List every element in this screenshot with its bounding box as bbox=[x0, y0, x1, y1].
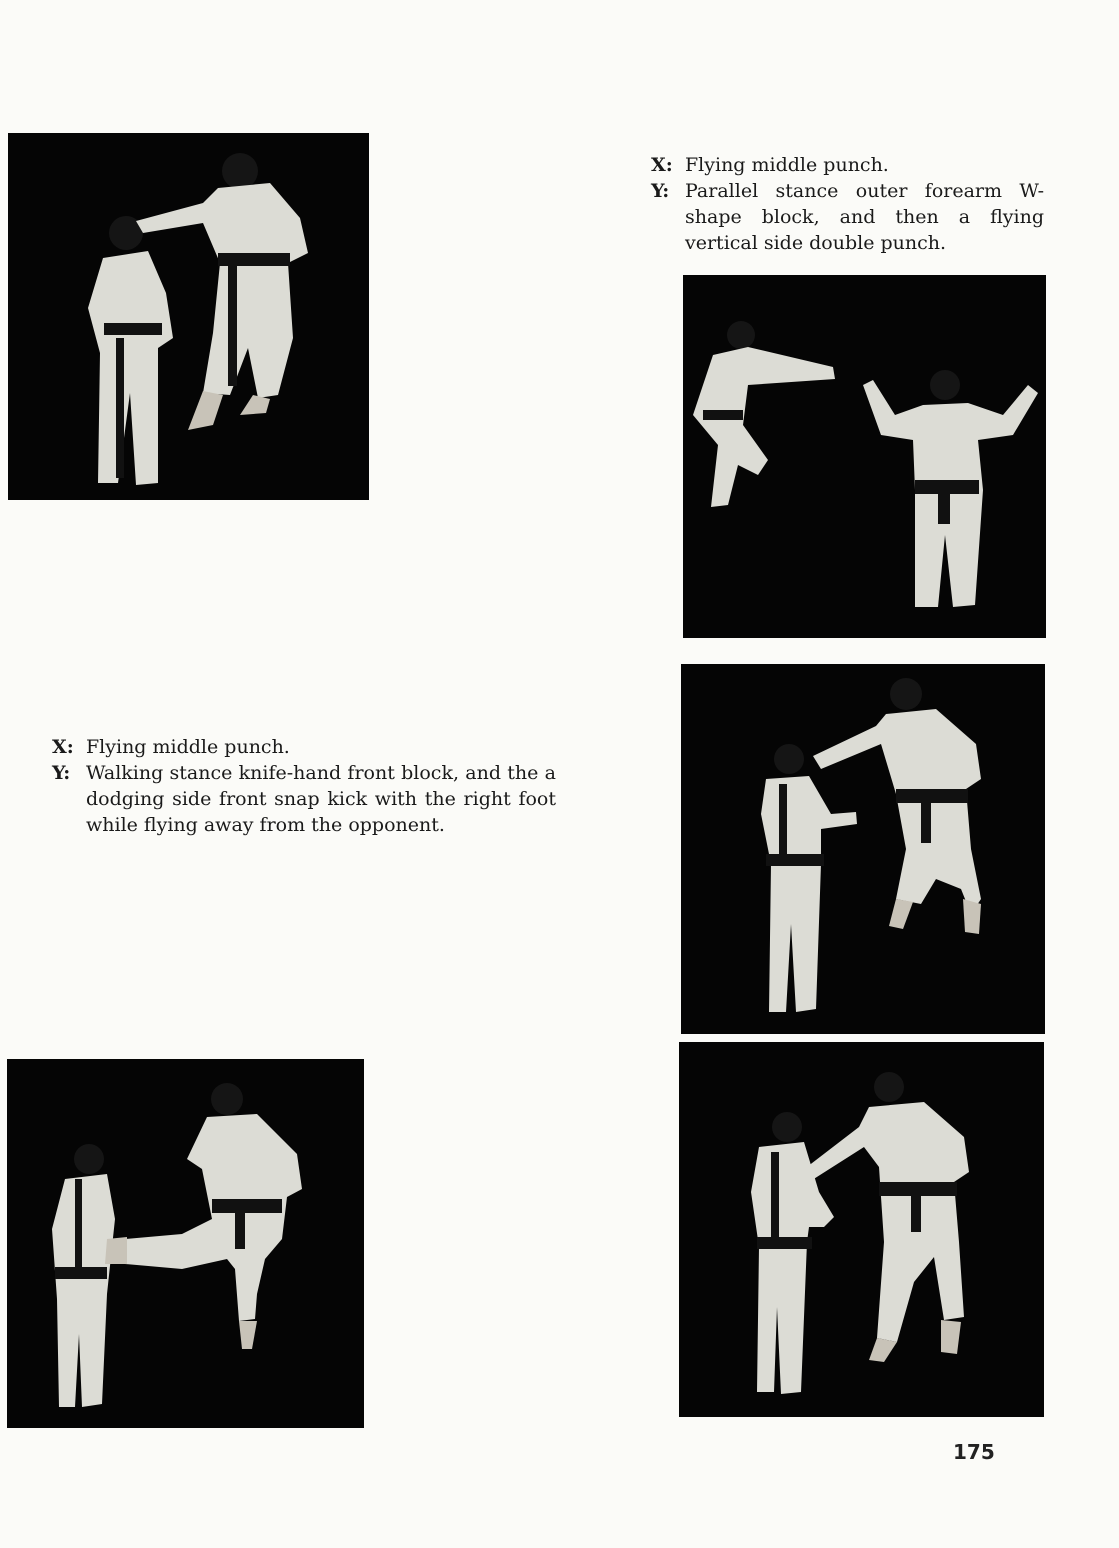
photo-snap-kick-left bbox=[7, 1059, 364, 1428]
photo-w-block-right-3 bbox=[679, 1042, 1044, 1417]
caption-y-row bbox=[52, 760, 556, 838]
photo-flying-punch-left bbox=[8, 133, 369, 500]
caption-y-row bbox=[651, 178, 1044, 256]
photo-w-block-right-2 bbox=[681, 664, 1045, 1034]
caption-x-key: X: bbox=[52, 736, 74, 758]
martial-artists-illustration bbox=[679, 1042, 1044, 1417]
martial-artists-illustration bbox=[8, 133, 369, 500]
caption-flying-punch-w-block bbox=[651, 152, 1044, 256]
caption-x-row bbox=[52, 734, 556, 760]
martial-artists-illustration bbox=[681, 664, 1045, 1034]
martial-artists-illustration bbox=[683, 275, 1046, 638]
photo-w-block-right-1 bbox=[683, 275, 1046, 638]
caption-x-text: Flying middle punch. bbox=[685, 154, 889, 176]
caption-y-key: Y: bbox=[52, 762, 71, 784]
page-number: 175 bbox=[953, 1440, 995, 1464]
caption-x-key: X: bbox=[651, 154, 673, 176]
caption-y-text: Parallel stance outer forearm W-shape block, and then a flying vertical side double punch. bbox=[685, 180, 1044, 254]
caption-y-key: Y: bbox=[651, 180, 670, 202]
caption-x-text: Flying middle punch. bbox=[86, 736, 290, 758]
caption-x-row bbox=[651, 152, 1044, 178]
caption-flying-punch-knife-hand bbox=[52, 734, 556, 838]
martial-artists-illustration bbox=[7, 1059, 364, 1428]
caption-y-text: Walking stance knife-hand front block, and the a dodging side front snap kick with the right foot while flying away from the opponent. bbox=[86, 762, 556, 836]
